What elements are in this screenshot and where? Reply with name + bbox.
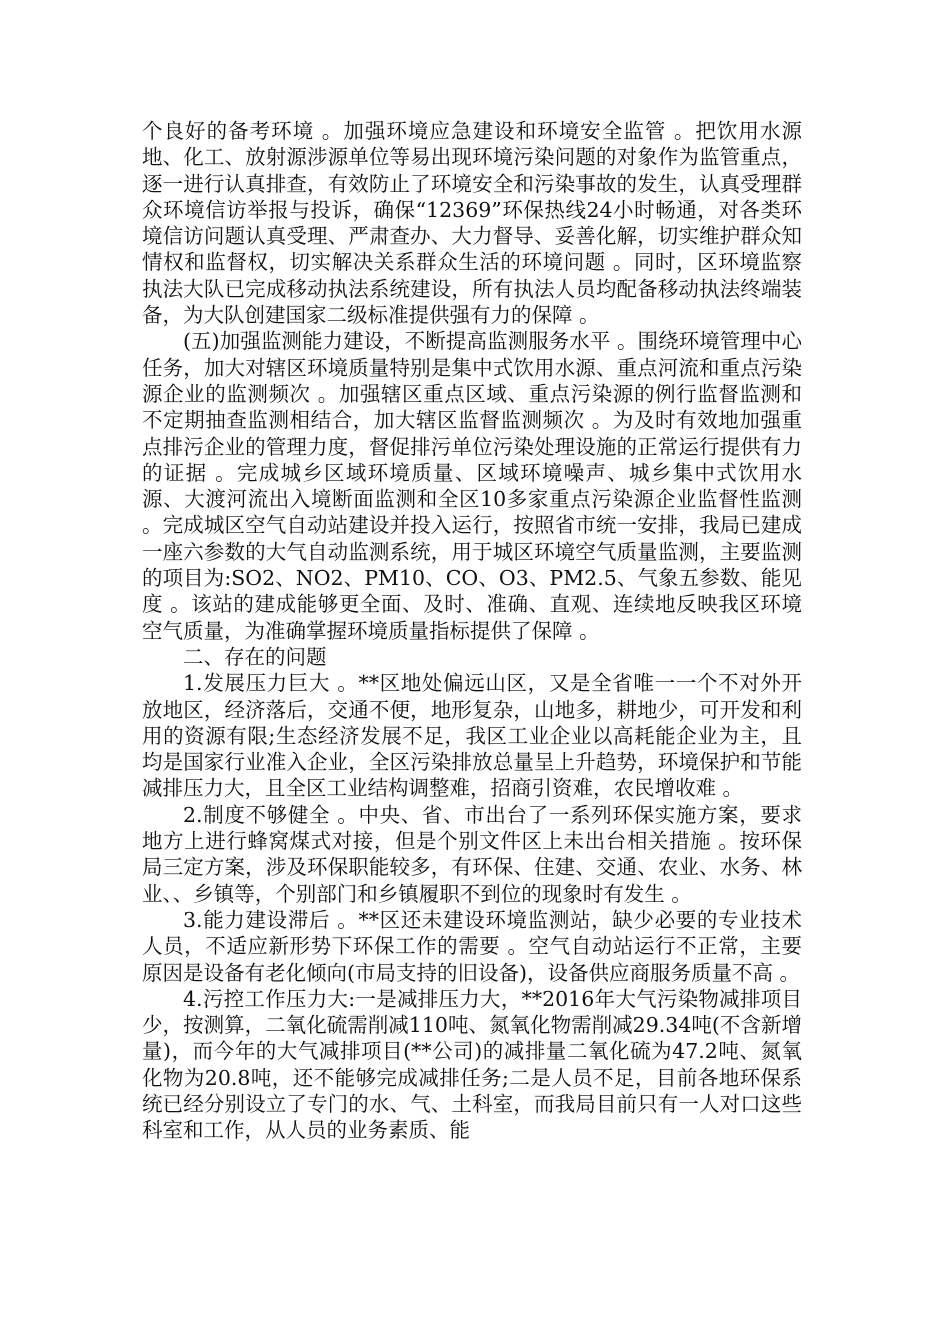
section-heading-problems: 二、存在的问题 <box>183 644 327 669</box>
paragraph-development-pressure: 1.发展压力巨大 。**区地处偏远山区，又是全省唯一一个不对外开放地区，经济落后，交通不便，地形复杂，山地多，耕地少，可开发和利用的资源有限;生态经济发展不足，我区工业企业以高耗能企业为主，且均是国家行业准入企业，全区污染排放总量呈上升趋势，环境保护和节能减排压力大，且全区工业结构调整难，招商引资难，农民增收难 。 <box>142 671 802 801</box>
paragraph-continued-emergency-monitoring: 个良好的备考环境 。加强环境应急建设和环境安全监管 。把饮用水源地、化工、放射源涉源单位等易出现环境污染问题的对象作为监管重点，逐一进行认真排查，有效防止了环境安全和污染事故的发生，认真受理群众环境信访举报与投诉，确保“12369”环保热线24小时畅通，对各类环境信访问题认真受理、严肃查办、大力督导、妥善化解，切实维护群众知情权和监督权，切实解决关系群众生活的环境问题 。同时，区环境监察执法大队已完成移动执法系统建设，所有执法人员均配备移动执法终端装备，为大队创建国家二级标准提供强有力的保障 。 <box>142 119 802 328</box>
document-body <box>142 118 802 1144</box>
paragraph-monitoring-capacity: (五)加强监测能力建设，不断提高监测服务水平 。围绕环境管理中心任务，加大对辖区环境质量特别是集中式饮用水源、重点河流和重点污染源企业的监测频次 。加强辖区重点区域、重点污染源的例行监督监测和不定期抽查监测相结合，加大辖区监督监测频次 。为及时有效地加强重点排污企业的管理力度，督促排污单位污染处理设施的正常运行提供有力的证据 。完成城乡区域环境质量、区域环境噪声、城乡集中式饮用水源、大渡河流出入境断面监测和全区10多家重点污染源企业监督性监测 。完成城区空气自动站建设并投入运行，按照省市统一安排，我局已建成一座六参数的大气自动监测系统，用于城区环境空气质量监测，主要监测的项目为:SO2、NO2、PM10、CO、O3、PM2.5、气象五参数、能见度 。该站的建成能够更全面、及时、准确、直观、连续地反映我区环境空气质量，为准确掌握环境质量指标提供了保障 。 <box>142 329 802 643</box>
paragraph-capacity-lagging: 3.能力建设滞后 。**区还未建设环境监测站，缺少必要的专业技术人员，不适应新形势下环保工作的需要 。空气自动站运行不正常，主要原因是设备有老化倾向(市局支持的旧设备)，设备供应商服务质量不高 。 <box>142 907 802 985</box>
paragraph-pollution-control-pressure: 4.污控工作压力大:一是减排压力大，**2016年大气污染物减排项目少，按测算，二氧化硫需削减110吨、氮氧化物需削减29.34吨(不含新增量)，而今年的大气减排项目(**公司)的减排量二氧化硫为47.2吨、氮氧化物为20.8吨，还不能够完成减排任务;二是人员不足，目前各地环保系统已经分别设立了专门的水、气、土科室，而我局目前只有一人对口这些科室和工作，从人员的业务素质、能 <box>142 986 802 1143</box>
paragraph-system-incomplete: 2.制度不够健全 。中央、省、市出台了一系列环保实施方案，要求地方上进行蜂窝煤式对接，但是个别文件区上未出台相关措施 。按环保局三定方案，涉及环保职能较多，有环保、住建、交通、农业、水务、林业、、乡镇等，个别部门和乡镇履职不到位的现象时有发生 。 <box>142 802 802 906</box>
